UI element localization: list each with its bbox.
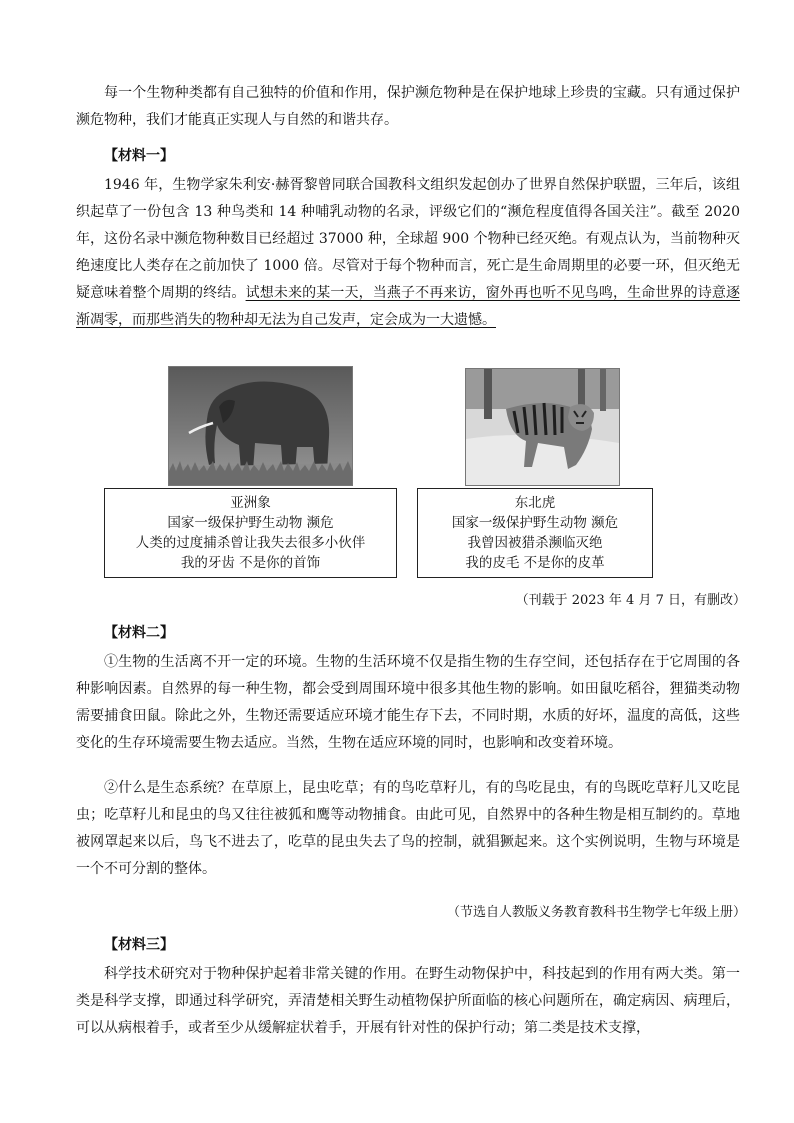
elephant-status: 国家一级保护野生动物 濒危 xyxy=(167,515,334,531)
tiger-caption-line3: 我曾因被猎杀濒临灭绝 xyxy=(467,535,603,551)
material3-paragraph-1: 科学技术研究对于物种保护起着非常关键的作用。在野生动物保护中，科技起到的作用有两大类。第一类是科学支撑，即通过科学研究，弄清楚相关野生动植物保护所面临的核心问题所在，确定病因、病理后，可以从病根着手，或者至少从缓解症状着手，开展有针对性的保护行动；第二类是技术支撑， xyxy=(76,966,740,1036)
elephant-caption-box xyxy=(104,488,397,578)
material1-paragraph xyxy=(76,172,740,334)
material1-text: 1946 年，生物学家朱利安·赫胥黎曾同联合国教科文组织发起创办了世界自然保护联盟，三年后，该组织起草了一份包含 13 种鸟类和 14 种哺乳动物的名录，评级它们的“濒危程度值得各国关注”。截至 2020 年，这份名录中濒危物种数目已经超过 37000 种，全球超 900 个物种已经灭绝。有观点认为，当前物种灭绝速度比人类存在之前加快了 1000 倍。尽管对于每个物种而言，死亡是生命周期里的必要一环，但灭绝无疑意味着整个周期的终结。 xyxy=(76,177,740,301)
tiger-caption-line4: 我的皮毛 不是你的皮革 xyxy=(465,555,605,571)
intro-paragraph: 每一个生物种类都有自己独特的价值和作用，保护濒危物种是在保护地球上珍贵的宝藏。只有通过保护濒危物种，我们才能真正实现人与自然的和谐共存。 xyxy=(76,85,740,128)
material1-underlined-text: 试想未来的某一天，当燕子不再来访，窗外再也听不见鸟鸣，生命世界的诗意逐渐凋零，而那些消失的物种却无法为自己发声，定会成为一大遗憾。 xyxy=(76,285,741,328)
material2-source: （节选自人教版义务教育教科书生物学七年级上册） xyxy=(446,905,746,920)
elephant-name: 亚洲象 xyxy=(230,495,271,511)
tiger-photo xyxy=(465,368,620,486)
tiger-status: 国家一级保护野生动物 濒危 xyxy=(451,515,619,531)
material2-paragraph-2: ②什么是生态系统？在草原上，昆虫吃草；有的鸟吃草籽儿，有的鸟吃昆虫，有的鸟既吃草籽儿又吃昆虫；吃草籽儿和昆虫的鸟又往往被狐和鹰等动物捕食。由此可见，自然界中的各种生物是相互制约的。草地被网罩起来以后，鸟飞不进去了，吃草的昆虫失去了鸟的控制，就猖獗起来。这个实例说明，生物与环境是一个不可分割的整体。 xyxy=(76,780,740,877)
elephant-caption-line3: 人类的过度捕杀曾让我失去很多小伙伴 xyxy=(135,535,366,551)
elephant-photo xyxy=(168,366,353,486)
material1-source: （刊载于 2023 年 4 月 7 日，有删改） xyxy=(515,593,746,608)
tiger-name: 东北虎 xyxy=(514,495,556,511)
material3-label: 【材料三】 xyxy=(104,937,174,953)
material2-paragraph-1: ①生物的生活离不开一定的环境。生物的生活环境不仅是指生物的生存空间，还包括存在于它周围的各种影响因素。自然界的每一种生物，都会受到周围环境中很多其他生物的影响。如田鼠吃稻谷，狸猫类动物需要捕食田鼠。除此之外，生物还需要适应环境才能生存下去，不同时期，水质的好坏，温度的高低，这些变化的生存环境需要生物去适应。当然，生物在适应环境的同时，也影响和改变着环境。 xyxy=(76,654,740,751)
elephant-caption-line4: 我的牙齿 不是你的首饰 xyxy=(180,555,321,571)
tiger-caption-box xyxy=(417,488,653,578)
material2-label: 【材料二】 xyxy=(104,625,174,641)
material1-label: 【材料一】 xyxy=(104,148,174,164)
